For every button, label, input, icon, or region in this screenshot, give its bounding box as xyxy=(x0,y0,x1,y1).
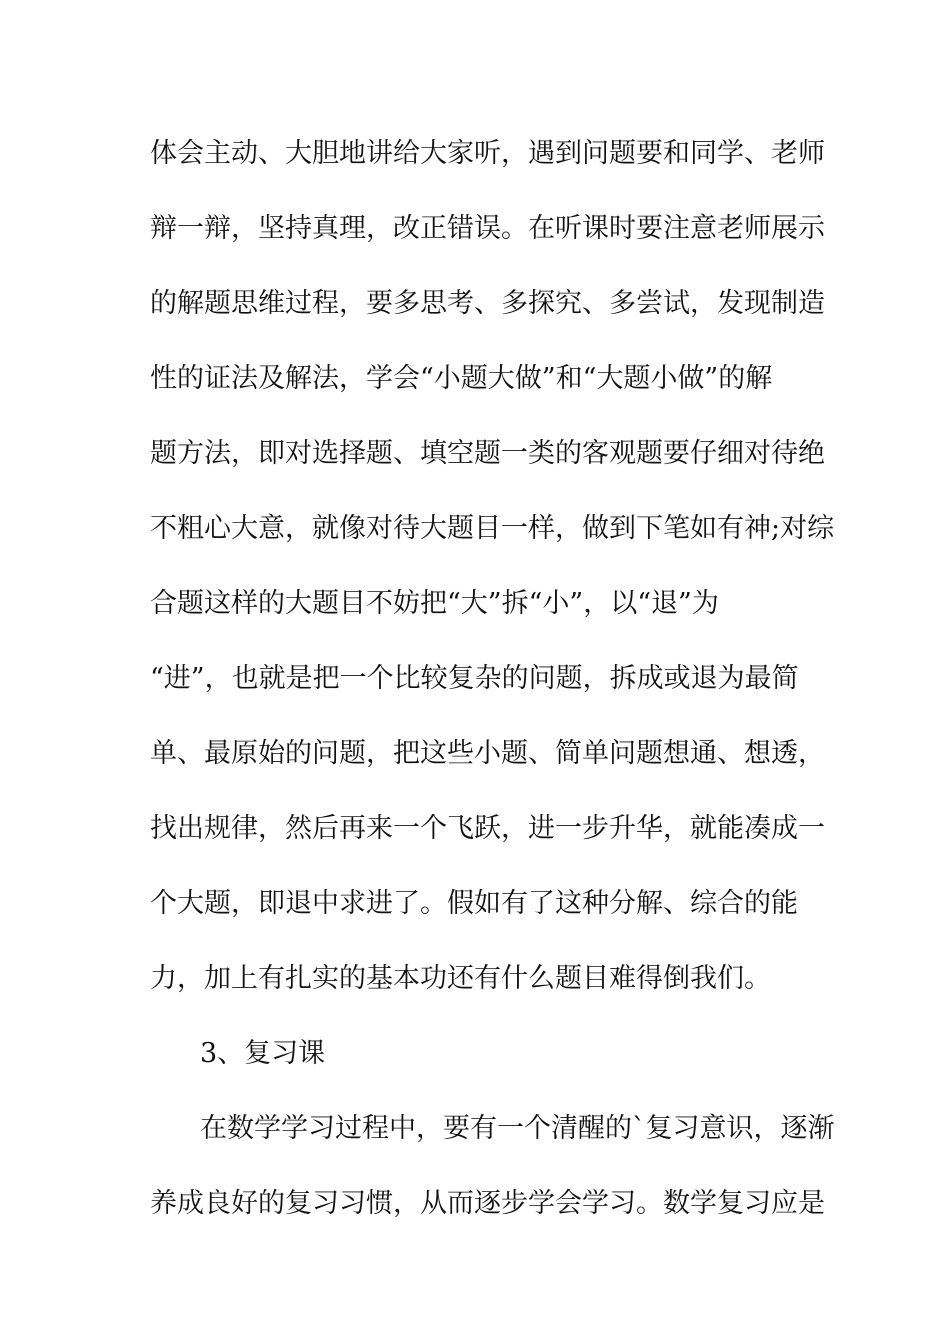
text-line: 养成良好的复习习惯，从而逐步学会学习。数学复习应是 xyxy=(150,1188,825,1219)
text-line: 合题这样的大题目不妨把“大”拆“小”，以“退”为 xyxy=(150,588,719,619)
text-line: 性的证法及解法，学会“小题大做”和“大题小做”的解 xyxy=(150,363,773,394)
text-line: 力，加上有扎实的基本功还有什么题目难得倒我们。 xyxy=(150,963,771,994)
text-line: 在数学学习过程中，要有一个清醒的`复习意识，逐渐 xyxy=(200,1113,835,1144)
body-text xyxy=(150,131,835,1256)
text-line: 个大题，即退中求进了。假如有了这种分解、综合的能 xyxy=(150,888,798,919)
text-line: 题方法，即对选择题、填空题一类的客观题要仔细对待绝 xyxy=(150,438,825,469)
text-line: 单、最原始的问题，把这些小题、简单问题想通、想透， xyxy=(150,738,825,769)
text-line: 体会主动、大胆地讲给大家听，遇到问题要和同学、老师 xyxy=(150,138,825,169)
text-line: 找出规律，然后再来一个飞跃，进一步升华，就能凑成一 xyxy=(150,813,825,844)
text-line: “进”，也就是把一个比较复杂的问题，拆成或退为最简 xyxy=(150,663,799,694)
text-line: 的解题思维过程，要多思考、多探究、多尝试，发现制造 xyxy=(150,288,825,319)
text-line: 辩一辩，坚持真理，改正错误。在听课时要注意老师展示 xyxy=(150,213,825,244)
text-line: 不粗心大意，就像对待大题目一样，做到下笔如有神;对综 xyxy=(150,513,835,544)
section-heading: 3、复习课 xyxy=(200,1038,326,1069)
